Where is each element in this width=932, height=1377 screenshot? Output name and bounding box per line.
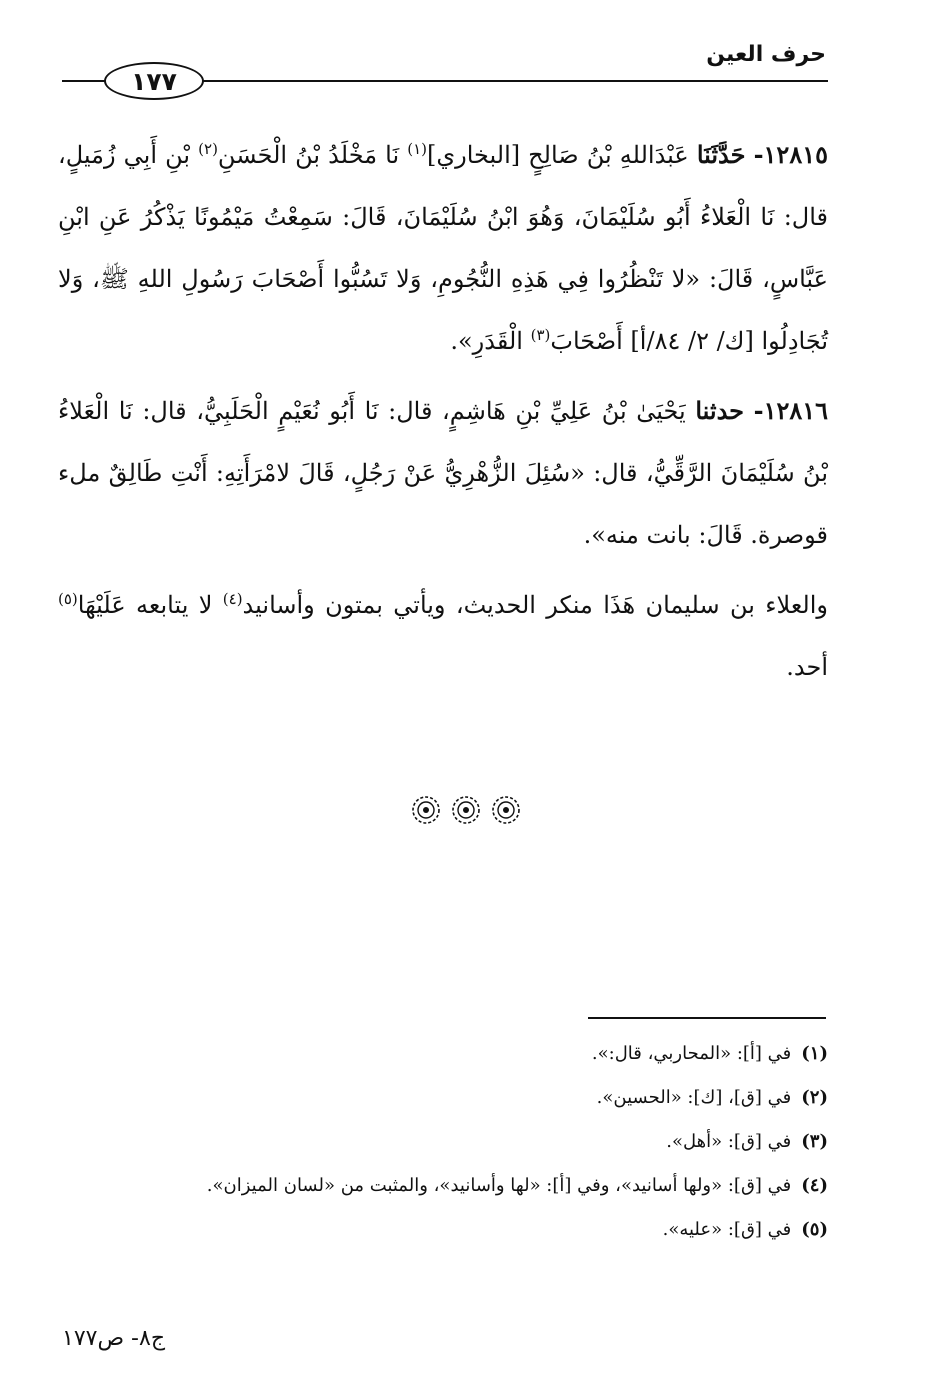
footnote-ref[interactable]: (٣): [530, 326, 551, 344]
hadith-number: ١٢٨١٦-: [753, 396, 829, 425]
closing-text: أحد.: [786, 653, 828, 681]
rosette-ornament-icon: [451, 795, 481, 825]
main-text: [58, 124, 828, 706]
footnote-item: (٥)في [ق]: «عليه».: [662, 1219, 828, 1240]
footnote-rule: [588, 1017, 826, 1019]
hadith-text: بْنِ أَبِي زُمَيلٍ، قال: نَا الْعَلاءُ أَبُو سُلَيْمَانَ، وَهُوَ ابْنُ سُلَيْمَانَ، قَالَ: سَمِعْتُ مَيْمُونًا يَذْكُرُ عَنِ ابْنِ عَبَّاسٍ، قَالَ: «لا تَنْظُرُوا فِي هَذِهِ النُّجُومِ، وَلا تَسُبُّوا أَصْحَابَ رَسُولِ اللهِ ﷺ، وَلا تُجَادِلُوا [ك/ ٢/ ٨٤/أ] أَصْحَابَ: [58, 141, 829, 355]
footnote-ref[interactable]: (١): [407, 140, 427, 158]
rosette-ornament-icon: [411, 795, 441, 825]
closing-text: لا يتابعه عَلَيْهَا: [77, 591, 213, 619]
hadith-text: عَبْدَاللهِ بْنُ صَالِحٍ [البخاري]: [426, 141, 689, 169]
closing-text: والعلاء بن سليمان هَذَا منكر الحديث، ويأتي بمتون وأسانيد: [242, 591, 828, 619]
rosette-ornament-icon: [491, 795, 521, 825]
hadith-number: ١٢٨١٥-: [753, 140, 828, 169]
hadith-text: نَا مَخْلَدُ بْنُ الْحَسَنِ: [217, 141, 400, 169]
footnote-ref[interactable]: (٥): [58, 590, 78, 608]
footnote-item: (١)في [أ]: «المحاربي، قال:».: [591, 1043, 828, 1064]
footnote-ref[interactable]: (٢): [198, 140, 218, 158]
section-divider: [0, 795, 932, 825]
hadith-12816: [58, 380, 828, 566]
hadith-12815: [58, 124, 828, 372]
volume-page-reference: ج٨- ص١٧٧: [62, 1326, 166, 1351]
footnote-ref[interactable]: (٤): [222, 590, 243, 608]
hadith-text: الْقَدَرِ».: [450, 327, 523, 355]
hadith-text: يَحْيَىٰ بْنُ عَلِيِّ بْنِ هَاشِمٍ، قال: نَا أَبُو نُعَيْمٍ الْحَلَبِيُّ، قال: نَا الْعَلاءُ بْنُ سُلَيْمَانَ الرَّقِّيُّ، قال: «سُئِلَ الزُّهْرِيُّ عَنْ رَجُلٍ، قَالَ لامْرَأَتِهِ: أَنْتِ طَالِقٌ ملء قوصرة. قَالَ: بانت منه».: [58, 397, 828, 549]
closing-remark: [58, 574, 828, 698]
page-number: ١٧٧: [104, 62, 204, 100]
footnote-item: (٣)في [ق]: «أهل».: [666, 1131, 828, 1152]
footnotes: [58, 1032, 828, 1252]
running-title: حرف العين: [706, 42, 826, 67]
footnote-item: (٢)في [ق]، [ك]: «الحسين».: [596, 1087, 828, 1108]
footnote-item: (٤)في [ق]: «ولها أسانيد»، وفي [أ]: «لها وأسانيد»، والمثبت من «لسان الميزان».: [206, 1175, 828, 1196]
hadith-lead: حدثنا: [695, 396, 744, 425]
hadith-lead: حَدَّثَنَا: [696, 140, 746, 169]
